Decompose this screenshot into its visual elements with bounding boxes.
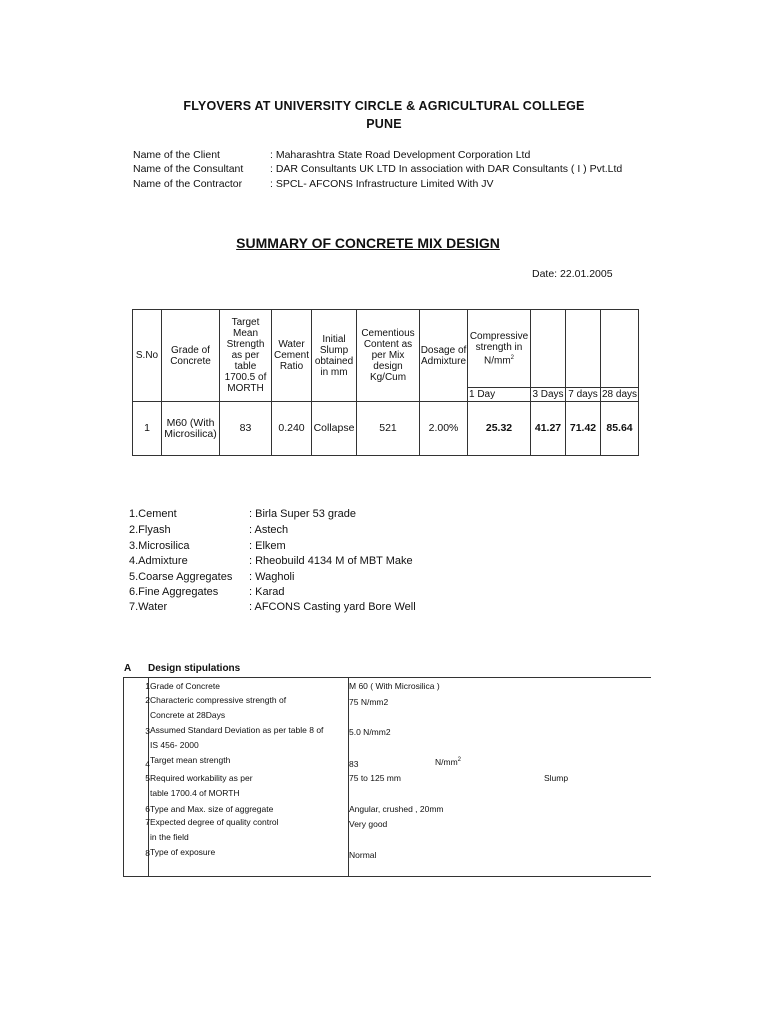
client-value: : Maharashtra State Road Development Corporation Ltd	[270, 149, 531, 161]
cell-slump: Collapse	[312, 402, 357, 456]
date-label: Date: 22.01.2005	[532, 268, 613, 280]
consultant-label: Name of the Consultant	[133, 163, 244, 175]
header-28days: 28 days	[601, 389, 638, 400]
cell-3days: 41.27	[531, 402, 566, 456]
item-label: Characteric compressive strength of	[150, 695, 287, 705]
item-number: 8	[145, 848, 150, 858]
item-label: Assumed Standard Deviation as per table 8 of	[150, 725, 324, 735]
header-grade: Grade of Concrete	[162, 310, 220, 402]
header-blank-28d	[601, 310, 639, 388]
cell-grade: M60 (With Microsilica)	[162, 402, 220, 456]
header-sno: S.No	[133, 310, 162, 402]
table-header-row	[133, 310, 639, 388]
cell-target: 83	[220, 402, 272, 456]
table-row	[133, 402, 639, 456]
list-item	[129, 586, 285, 598]
summary-heading: SUMMARY OF CONCRETE MIX DESIGN	[236, 235, 500, 251]
item-number: 7	[145, 817, 150, 827]
cell-28days: 85.64	[601, 402, 639, 456]
item-label-cont: table 1700.4 of MORTH	[150, 788, 240, 798]
header-1day: 1 Day	[468, 388, 531, 402]
cell-1day: 25.32	[468, 402, 531, 456]
divider	[123, 876, 651, 877]
item-label-cont: IS 456- 2000	[150, 740, 199, 750]
header-3days: 3 Days	[532, 389, 564, 400]
cell-dosage: 2.00%	[420, 402, 468, 456]
item-value: 83	[349, 759, 359, 769]
item-label: Type of exposure	[150, 847, 216, 857]
design-stipulations-table	[123, 677, 651, 877]
contractor-value: : SPCL- AFCONS Infrastructure Limited With JV	[270, 178, 494, 190]
item-number: 1	[145, 681, 150, 691]
cell-cement: 521	[357, 402, 420, 456]
material-value: : Rheobuild 4134 M of MBT Make	[249, 555, 413, 567]
item-label: Grade of Concrete	[150, 681, 220, 691]
client-label: Name of the Client	[133, 149, 220, 161]
item-label: Target mean strength	[150, 755, 231, 765]
divider	[123, 677, 651, 678]
cell-sno: 1	[133, 402, 162, 456]
material-label: 1.Cement	[129, 508, 177, 520]
document-title: FLYOVERS AT UNIVERSITY CIRCLE & AGRICULTURAL COLLEGE	[183, 99, 585, 113]
item-unit	[435, 757, 461, 767]
header-wc-ratio: Water Cement Ratio	[272, 310, 312, 402]
cell-7days: 71.42	[566, 402, 601, 456]
consultant-value: : DAR Consultants UK LTD In association with DAR Consultants ( I ) Pvt.Ltd	[270, 163, 623, 175]
item-value: 75 N/mm2	[349, 697, 389, 707]
header-cement: Cementious Content as per Mix design Kg/Cum	[357, 310, 420, 402]
header-blank-3d	[531, 310, 566, 388]
material-label: 2.Flyash	[129, 524, 171, 536]
material-value: : Astech	[249, 524, 289, 536]
list-item	[129, 571, 295, 583]
header-dosage: Dosage of Admixture	[420, 310, 468, 402]
item-label-cont: Concrete at 28Days	[150, 710, 226, 720]
contractor-label: Name of the Contractor	[133, 178, 243, 190]
item-value: 75 to 125 mm	[349, 773, 401, 783]
item-extra: Slump	[544, 773, 569, 783]
section-title: Design stipulations	[148, 663, 241, 674]
item-label: Expected degree of quality control	[150, 817, 279, 827]
header-slump: Initial Slump obtained in mm	[312, 310, 357, 402]
list-item	[129, 508, 357, 520]
material-label: 3.Microsilica	[129, 540, 190, 552]
header-7days: 7 days	[566, 388, 601, 402]
item-label: Required workability as per	[150, 773, 253, 783]
material-value: : Karad	[249, 586, 285, 598]
header-target: Target Mean Strength as per table 1700.5 of MORTH	[220, 310, 272, 402]
list-item	[129, 601, 416, 613]
section-a-heading	[124, 663, 241, 674]
item-unit-text: N/mm	[435, 757, 458, 767]
header-compressive	[468, 310, 531, 388]
material-value: : Elkem	[249, 540, 286, 552]
list-item	[129, 540, 286, 552]
material-value: : Wagholi	[249, 571, 295, 583]
item-number: 5	[145, 773, 150, 783]
header-compressive-text: Compressive strength in N/mm	[469, 330, 529, 367]
material-label: 6.Fine Aggregates	[129, 586, 219, 598]
item-number: 3	[145, 726, 150, 736]
material-value: : Birla Super 53 grade	[249, 508, 357, 520]
item-number: 4	[145, 759, 150, 769]
item-value: Very good	[349, 819, 388, 829]
material-label: 5.Coarse Aggregates	[129, 571, 233, 583]
item-number: 6	[145, 804, 150, 814]
item-value: Normal	[349, 850, 377, 860]
cell-wc: 0.240	[272, 402, 312, 456]
material-label: 4.Admixture	[129, 555, 188, 567]
document-subtitle: PUNE	[366, 117, 402, 131]
material-value: : AFCONS Casting yard Bore Well	[249, 601, 416, 613]
material-label: 7.Water	[129, 601, 168, 613]
list-item	[129, 524, 289, 536]
section-letter: A	[124, 663, 132, 674]
item-number: 2	[145, 695, 150, 705]
item-value: M 60 ( With Microsilica )	[349, 681, 440, 691]
header-blank-7d	[566, 310, 601, 388]
item-value: Angular, crushed , 20mm	[349, 804, 444, 814]
list-item	[129, 555, 413, 567]
header-compressive-sup: 2	[510, 354, 514, 361]
item-label: Type and Max. size of aggregate	[150, 804, 274, 814]
mix-design-table	[132, 309, 639, 456]
item-value: 5.0 N/mm2	[349, 727, 391, 737]
item-label-cont: in the field	[150, 832, 189, 842]
item-unit-sup: 2	[457, 757, 462, 764]
